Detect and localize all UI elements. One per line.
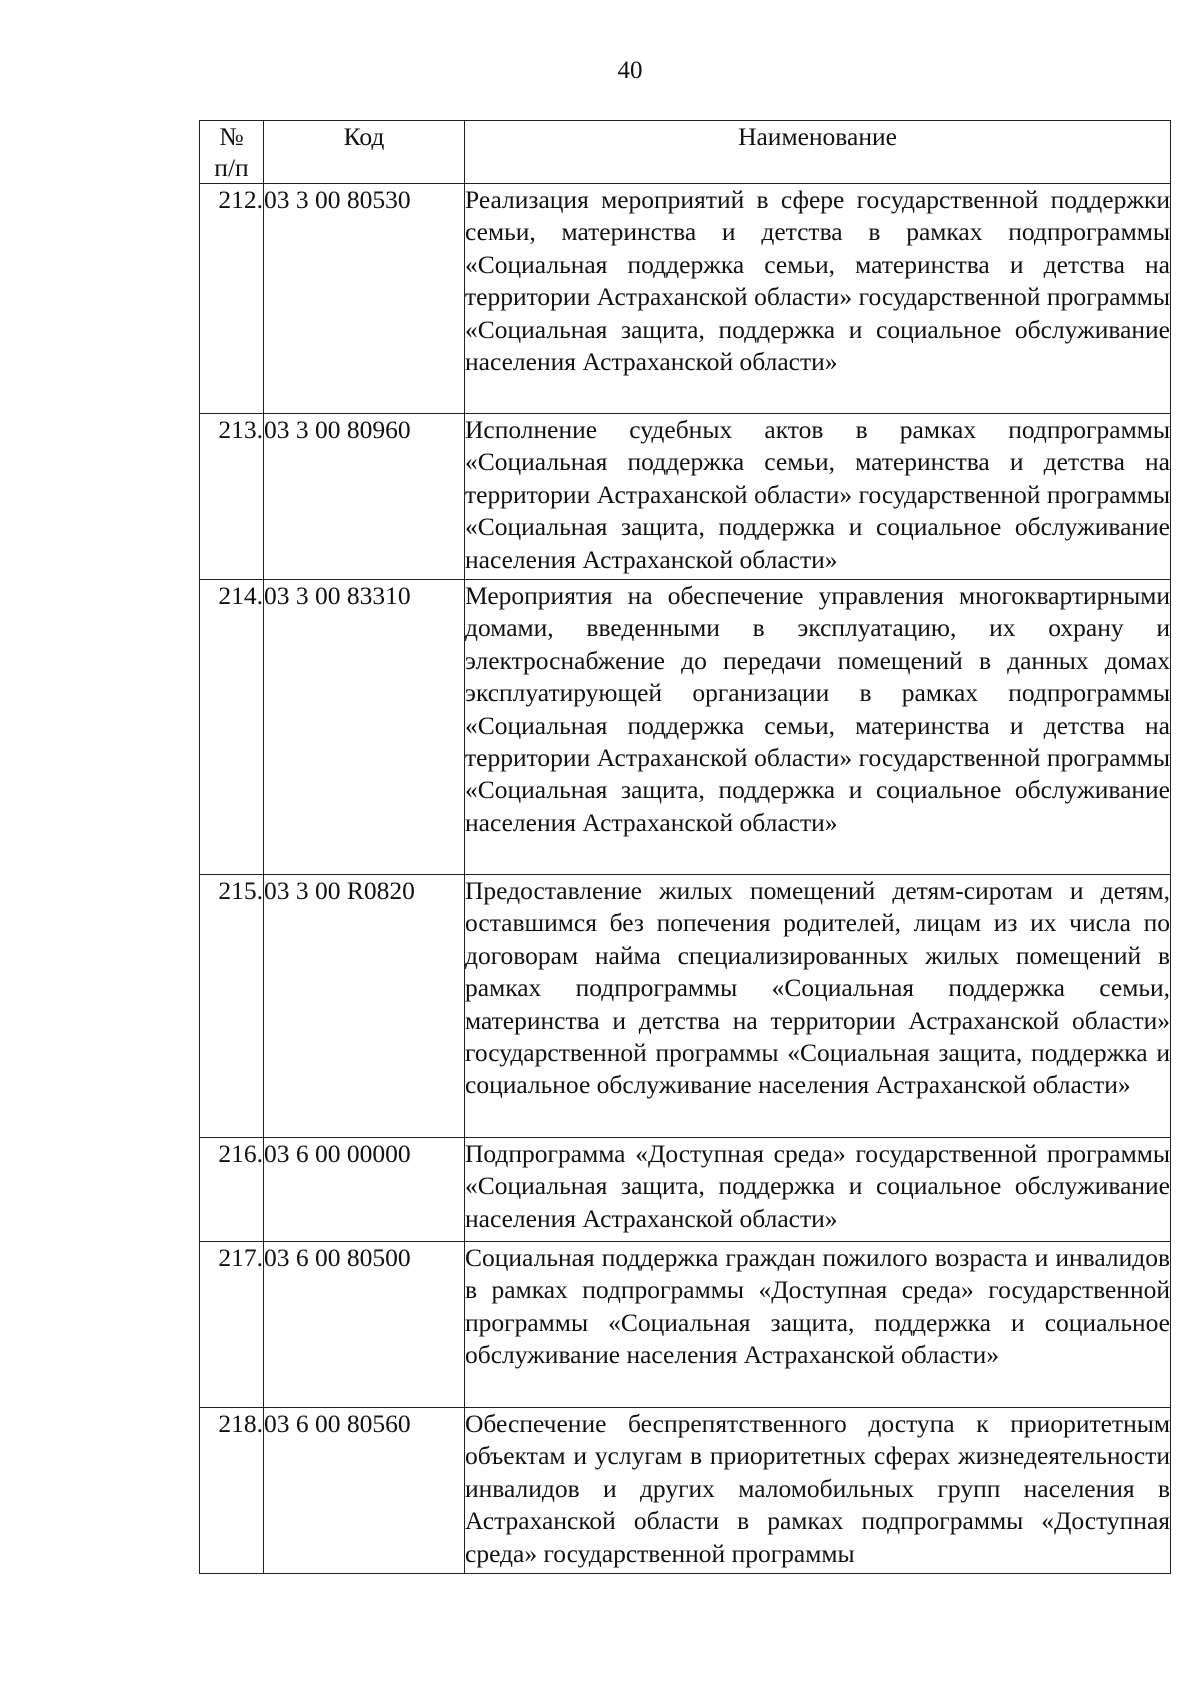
budget-code-table xyxy=(199,120,1171,1574)
row-number: 217. xyxy=(200,1242,264,1408)
row-code: 03 3 00 R0820 xyxy=(264,875,465,1138)
row-number: 214. xyxy=(200,580,264,875)
header-code: Код xyxy=(264,121,465,184)
row-code: 03 3 00 80960 xyxy=(264,414,465,580)
row-number: 212. xyxy=(200,184,264,414)
row-name: Социальная поддержка граждан пожилого возраста и инвалидов в рамках подпрограммы «Доступная среда» государственной программы «Социальная защита, поддержка и социальное обслуживание населения Астраханской области» xyxy=(465,1242,1171,1408)
row-code: 03 6 00 80560 xyxy=(264,1408,465,1574)
table-row xyxy=(200,414,1171,580)
row-number: 215. xyxy=(200,875,264,1138)
header-number-abbr: п/п xyxy=(214,153,249,182)
row-name: Подпрограмма «Доступная среда» государственной программы «Социальная защита, поддержка и социальное обслуживание населения Астраханской области» xyxy=(465,1138,1171,1242)
row-name: Мероприятия на обеспечение управления многоквартирными домами, введенными в эксплуатацию, их охрану и электроснабжение до передачи помещений в данных домах эксплуатирующей организации в рамках подпрограммы «Социальная поддержка семьи, материнства и детства на территории Астраханской области» государственной программы «Социальная защита, поддержка и социальное обслуживание населения Астраханской области» xyxy=(465,580,1171,875)
row-name: Исполнение судебных актов в рамках подпрограммы «Социальная поддержка семьи, материнства и детства на территории Астраханской области» государственной программы «Социальная защита, поддержка и социальное обслуживание населения Астраханской области» xyxy=(465,414,1171,580)
header-number xyxy=(200,121,264,184)
table-row xyxy=(200,875,1171,1138)
row-number: 218. xyxy=(200,1408,264,1574)
table-header xyxy=(200,121,1171,184)
table-row xyxy=(200,1138,1171,1242)
table-row xyxy=(200,1408,1171,1574)
table-row xyxy=(200,1242,1171,1408)
row-number: 216. xyxy=(200,1138,264,1242)
header-name: Наименование xyxy=(465,121,1171,184)
page-number: 40 xyxy=(617,57,643,84)
table-header-row xyxy=(200,121,1171,184)
row-name: Реализация мероприятий в сфере государственной поддержки семьи, материнства и детства в рамках подпрограммы «Социальная поддержка семьи, материнства и детства на территории Астраханской области» государственной программы «Социальная защита, поддержка и социальное обслуживание населения Астраханской области» xyxy=(465,184,1171,414)
row-code: 03 6 00 00000 xyxy=(264,1138,465,1242)
row-code: 03 3 00 83310 xyxy=(264,580,465,875)
header-number-sign: № xyxy=(219,122,244,151)
row-code: 03 3 00 80530 xyxy=(264,184,465,414)
table-body xyxy=(200,184,1171,1574)
row-number: 213. xyxy=(200,414,264,580)
table-row xyxy=(200,184,1171,414)
row-name: Обеспечение беспрепятственного доступа к приоритетным объектам и услугам в приоритетных сферах жизнедеятельности инвалидов и других маломобильных групп населения в Астраханской области в рамках подпрограммы «Доступная среда» государственной программы xyxy=(465,1408,1171,1574)
row-name: Предоставление жилых помещений детям-сиротам и детям, оставшимся без попечения родителей, лицам из их числа по договорам найма специализированных жилых помещений в рамках подпрограммы «Социальная поддержка семьи, материнства и детства на территории Астраханской области» государственной программы «Социальная защита, поддержка и социальное обслуживание населения Астраханской области» xyxy=(465,875,1171,1138)
row-code: 03 6 00 80500 xyxy=(264,1242,465,1408)
table-row xyxy=(200,580,1171,875)
